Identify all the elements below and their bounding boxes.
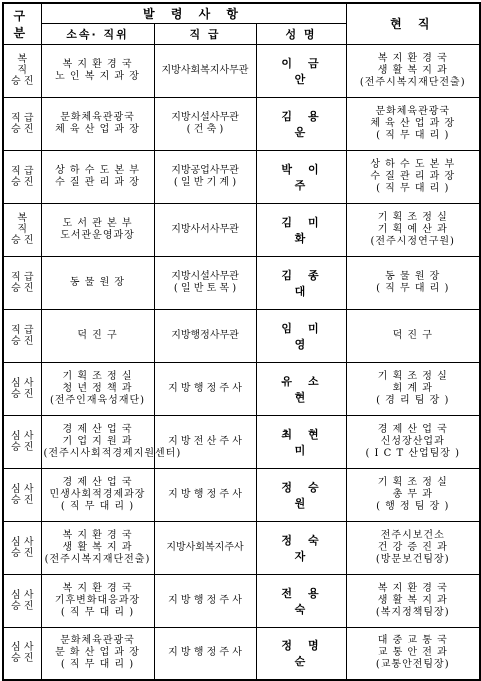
- current-position-cell-line: ( I C T 산업팀장 ): [365, 447, 461, 459]
- category-cell: [3, 362, 41, 415]
- current-position-cell-line: ( 경 리 팀 장 ): [376, 394, 450, 406]
- current-position-cell: [346, 44, 480, 97]
- current-position-cell-line: (방문보건팀장): [375, 553, 450, 565]
- current-position-cell-line: 교 통 안 전 과: [377, 647, 448, 659]
- org-position-cell: [41, 150, 154, 203]
- org-position-cell-line: ( 직 무 대 리 ): [60, 659, 135, 671]
- org-position-cell-line: 복 지 환 경 국: [62, 529, 133, 541]
- current-position-cell: [346, 574, 480, 627]
- org-position-cell-line: (전주인재육성재단): [49, 394, 146, 406]
- category-cell-line: 승 진: [11, 123, 34, 135]
- org-position-cell-line: 민생사회적경제과장: [49, 488, 146, 500]
- org-position-cell-line: ( 직 무 대 리 ): [60, 606, 135, 618]
- category-cell-line: 직 급: [11, 112, 34, 124]
- org-position-cell-line: 도 서 관 본 부: [62, 217, 133, 229]
- org-position-cell-line: 상 하 수 도 본 부: [55, 164, 140, 176]
- org-position-cell: [41, 468, 154, 521]
- name-cell: 정승원: [256, 468, 346, 521]
- category-cell: [3, 150, 41, 203]
- current-position-cell: [346, 627, 480, 680]
- table-body: [3, 44, 480, 680]
- category-cell: [3, 574, 41, 627]
- grade-cell: [154, 203, 256, 256]
- category-cell: [3, 468, 41, 521]
- org-position-cell: [41, 44, 154, 97]
- table-row: [3, 97, 480, 150]
- grade-cell: [154, 574, 256, 627]
- current-position-cell-line: 기 획 조 정 실: [377, 476, 448, 488]
- table-row: [3, 309, 480, 362]
- current-position-cell: [346, 415, 480, 468]
- current-position-cell-line: 덕 진 구: [392, 329, 433, 341]
- current-position-cell-line: ( 직 무 대 리 ): [376, 182, 450, 194]
- current-position-cell-line: ( 직 무 대 리 ): [376, 282, 450, 294]
- grade-cell: [154, 44, 256, 97]
- category-cell-line: 직 급: [11, 324, 34, 336]
- org-position-cell: [41, 627, 154, 680]
- category-cell: [3, 415, 41, 468]
- category-cell-line: 승 진: [11, 494, 34, 506]
- category-cell-line: 복: [17, 213, 28, 224]
- org-position-cell-line: (전주시사회적경제지원센터): [43, 447, 182, 459]
- current-position-cell: [346, 150, 480, 203]
- grade-cell-line: 지 방 행 정 주 사: [168, 488, 242, 500]
- current-position-cell-line: 생 활 복 지 과: [377, 64, 448, 76]
- grade-cell: [154, 521, 256, 574]
- name-cell: 정숙자: [256, 521, 346, 574]
- current-position-cell: [346, 468, 480, 521]
- grade-cell-line: 지방사회복지주사: [166, 541, 244, 553]
- grade-cell: [154, 362, 256, 415]
- org-position-cell-line: (전주시복지재단전출): [44, 553, 151, 565]
- category-cell-line: 직: [17, 224, 28, 235]
- org-position-cell-line: 동 물 원 장: [69, 276, 126, 288]
- grade-cell-line: 지 방 행 정 주 사: [168, 594, 242, 606]
- grade-cell-line: 지방시설사무관: [171, 270, 239, 282]
- table-row: [3, 574, 480, 627]
- name-subheader: 성 명: [256, 23, 346, 44]
- category-cell-line: 승 진: [11, 76, 34, 87]
- org-position-cell-line: ( 직 무 대 리 ): [60, 500, 135, 512]
- category-cell: [3, 256, 41, 309]
- grade-cell-line: 지방공업사무관: [171, 164, 239, 176]
- org-position-cell-line: 노 인 복 지 과 장: [55, 70, 140, 82]
- grade-subheader: 직 급: [154, 23, 256, 44]
- grade-cell-line: 지방사회복지사무관: [161, 64, 249, 76]
- category-cell-line: 심 사: [11, 430, 34, 442]
- current-position-cell-line: 상 하 수 도 본 부: [370, 158, 456, 170]
- category-cell: [3, 203, 41, 256]
- current-position-cell-line: 복 지 환 경 국: [377, 52, 448, 64]
- table-row: [3, 256, 480, 309]
- table-row: [3, 362, 480, 415]
- grade-cell: [154, 97, 256, 150]
- current-position-cell-line: (전주시정연구원): [370, 235, 455, 247]
- current-position-cell-line: (전주시복지재단전출): [359, 76, 466, 88]
- personnel-table: [2, 2, 481, 681]
- current-position-cell-line: ( 직 무 대 리 ): [376, 129, 450, 141]
- grade-cell-line: 지 방 전 산 주 사: [168, 435, 242, 447]
- table-row: [3, 415, 480, 468]
- name-cell: 임미영: [256, 309, 346, 362]
- current-position-cell: [346, 203, 480, 256]
- current-position-cell: [346, 309, 480, 362]
- grade-cell-line: ( 건 축 ): [186, 123, 224, 135]
- grade-cell: [154, 415, 256, 468]
- org-position-cell: [41, 309, 154, 362]
- current-position-cell-line: ( 행 정 팀 장 ): [376, 500, 450, 512]
- org-position-cell-line: 덕 진 구: [77, 329, 118, 341]
- current-position-cell-line: 대 중 교 통 국: [377, 635, 448, 647]
- current-position-cell: [346, 362, 480, 415]
- grade-cell: [154, 150, 256, 203]
- name-cell: 최현미: [256, 415, 346, 468]
- table-row: [3, 468, 480, 521]
- grade-cell-line: ( 일 반 토 목 ): [173, 282, 237, 294]
- current-header: 현 직: [346, 3, 480, 44]
- org-position-cell: [41, 415, 182, 468]
- name-cell: 김미화: [256, 203, 346, 256]
- grade-cell: [154, 468, 256, 521]
- category-cell-line: 승 진: [11, 388, 34, 400]
- grade-cell-line: 지방시설사무관: [171, 111, 239, 123]
- org-position-cell-line: 문화체육관광국: [60, 111, 135, 123]
- category-cell: [3, 627, 41, 680]
- org-position-cell-line: 복 지 환 경 국: [62, 582, 133, 594]
- table-row: [3, 203, 480, 256]
- category-cell-line: 승 진: [11, 441, 34, 453]
- org-position-cell-line: 문 화 산 업 과 장: [55, 647, 140, 659]
- name-cell: 김종대: [256, 256, 346, 309]
- current-position-cell-line: (교통안전팀장): [375, 659, 450, 671]
- org-position-cell-line: 경 제 산 업 국: [62, 476, 133, 488]
- current-position-cell-line: 건 강 증 진 과: [377, 541, 448, 553]
- category-cell-line: 승 진: [11, 335, 34, 347]
- current-position-cell-line: 회 계 과: [392, 382, 433, 394]
- org-position-cell-line: 문화체육관광국: [60, 635, 135, 647]
- grade-cell: [154, 627, 256, 680]
- category-cell-line: 승 진: [11, 547, 34, 559]
- name-cell: 박이주: [256, 150, 346, 203]
- grade-cell: [154, 309, 256, 362]
- grade-cell: [154, 256, 256, 309]
- grade-cell-line: 지방행정사무관: [171, 329, 239, 341]
- table-row: [3, 44, 480, 97]
- org-position-cell-line: 수 질 관 리 과 장: [55, 176, 140, 188]
- category-cell-line: 승 진: [11, 176, 34, 188]
- current-position-cell-line: 문화체육관광국: [375, 105, 451, 117]
- current-position-cell-line: 생 활 복 지 과: [377, 594, 448, 606]
- org-position-cell-line: 기 업 지 원 과: [62, 435, 133, 447]
- category-cell-line: 심 사: [11, 642, 34, 654]
- current-position-cell-line: 복 지 환 경 국: [377, 582, 448, 594]
- current-position-cell-line: 기 획 조 정 실: [377, 211, 448, 223]
- org-position-cell-line: 청 년 정 책 과: [62, 382, 133, 394]
- category-cell-line: 승 진: [11, 235, 34, 246]
- name-cell: 유소현: [256, 362, 346, 415]
- current-position-cell-line: 경 제 산 업 국: [377, 423, 448, 435]
- org-position-cell-line: 도서관운영과장: [60, 229, 135, 241]
- category-header: 구 분: [3, 3, 41, 44]
- grade-cell-line: 지방사서사무관: [171, 223, 239, 235]
- category-cell: [3, 44, 41, 97]
- name-cell: 전용숙: [256, 574, 346, 627]
- org-position-cell: [41, 521, 154, 574]
- order-header: 발 령 사 항: [41, 3, 346, 23]
- category-cell-line: 승 진: [11, 653, 34, 665]
- table-row: [3, 627, 480, 680]
- org-position-cell-line: 체 육 산 업 과 장: [55, 123, 140, 135]
- org-position-cell-line: 경 제 산 업 국: [62, 423, 133, 435]
- org-position-cell-line: 복 지 환 경 국: [62, 58, 133, 70]
- org-position-cell-line: 기후변화대응과장: [54, 594, 141, 606]
- current-position-cell-line: 기 획 조 정 실: [377, 370, 448, 382]
- org-position-cell: [41, 203, 154, 256]
- category-cell-line: 복: [17, 54, 28, 65]
- table-row: [3, 150, 480, 203]
- category-cell-line: 직 급: [11, 165, 34, 177]
- table-row: [3, 521, 480, 574]
- category-cell-line: 승 진: [11, 600, 34, 612]
- name-cell: 이금안: [256, 44, 346, 97]
- name-cell: 정명순: [256, 627, 346, 680]
- category-cell-line: 심 사: [11, 483, 34, 495]
- grade-cell-line: 지 방 행 정 주 사: [168, 647, 242, 659]
- current-position-cell: [346, 256, 480, 309]
- org-subheader: 소속· 직위: [41, 23, 154, 44]
- category-cell-line: 직: [17, 65, 28, 76]
- category-cell-line: 심 사: [11, 377, 34, 389]
- current-position-cell-line: 기 획 예 산 과: [377, 223, 448, 235]
- current-position-cell: [346, 97, 480, 150]
- org-position-cell: [41, 574, 154, 627]
- org-position-cell: [41, 362, 154, 415]
- category-cell: [3, 521, 41, 574]
- category-cell: [3, 97, 41, 150]
- current-position-cell-line: 총 무 과: [392, 488, 433, 500]
- current-position-cell-line: 체 육 산 업 과 장: [370, 117, 456, 129]
- current-position-cell-line: 동 물 원 장: [385, 270, 441, 282]
- org-position-cell: [41, 97, 154, 150]
- category-cell-line: 심 사: [11, 589, 34, 601]
- category-cell-line: 승 진: [11, 282, 34, 294]
- org-position-cell: [41, 256, 154, 309]
- grade-cell-line: 지 방 행 정 주 사: [168, 382, 242, 394]
- current-position-cell: [346, 521, 480, 574]
- category-cell-line: 심 사: [11, 536, 34, 548]
- current-position-cell-line: (복지정책팀장): [375, 606, 450, 618]
- grade-cell-line: ( 일 반 기 계 ): [173, 176, 237, 188]
- current-position-cell-line: 수 질 관 리 과 장: [370, 170, 456, 182]
- org-position-cell-line: 기 획 조 정 실: [62, 370, 133, 382]
- org-position-cell-line: 생 활 복 지 과: [62, 541, 133, 553]
- category-cell-line: 직 급: [11, 271, 34, 283]
- current-position-cell-line: 신성장산업과: [380, 435, 445, 447]
- name-cell: 김용운: [256, 97, 346, 150]
- current-position-cell-line: 전주시보건소: [380, 529, 445, 541]
- category-cell: [3, 309, 41, 362]
